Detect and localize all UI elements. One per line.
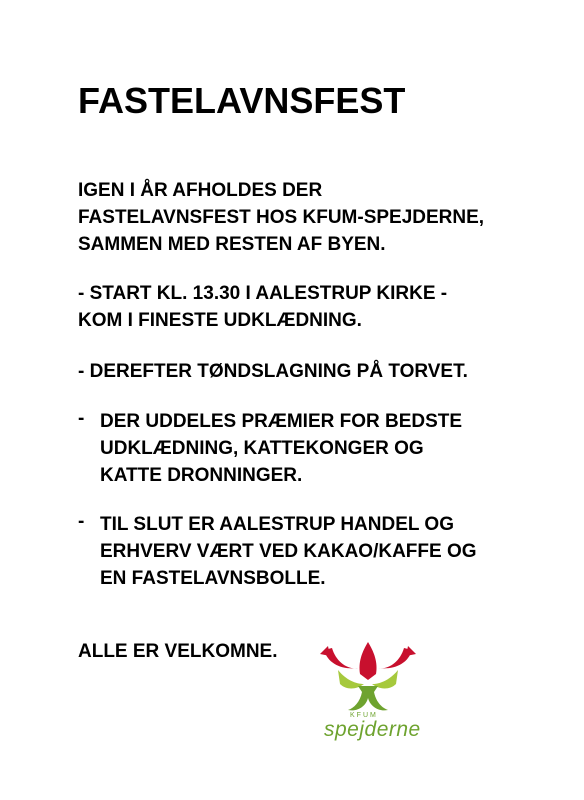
bullet-text (100, 511, 477, 592)
logo-red-right-tip (406, 646, 416, 656)
bullet-line: ERHVERV VÆRT VED KAKAO/KAFFE OG (100, 541, 477, 562)
kfum-spejderne-logo (318, 640, 421, 750)
intro-line: FASTELAVNSFEST HOS KFUM-SPEJDERNE, (78, 207, 485, 228)
intro-line: IGEN I ÅR AFHOLDES DER (78, 180, 323, 201)
bullet-dash: - (78, 511, 85, 532)
logo-band (358, 686, 378, 692)
fleur-de-lis-icon (318, 640, 418, 716)
bullet-line: EN FASTELAVNSBOLLE. (100, 568, 326, 589)
poster-title: FASTELAVNSFEST (78, 80, 406, 121)
logo-spejderne-text: spejderne (324, 718, 421, 741)
after-paragraph: - DEREFTER TØNDSLAGNING PÅ TORVET. (78, 361, 468, 382)
bullet-line: DER UDDELES PRÆMIER FOR BEDSTE (100, 411, 463, 432)
start-paragraph (78, 280, 447, 334)
logo-center-petal (359, 642, 376, 680)
logo-red-left-arc (324, 648, 358, 668)
intro-paragraph (78, 177, 484, 258)
intro-line: SAMMEN MED RESTEN AF BYEN. (78, 234, 386, 255)
bullet-line: KATTE DRONNINGER. (100, 465, 303, 486)
logo-stem (348, 692, 388, 710)
logo-red-right-arc (378, 648, 412, 668)
start-line: - START KL. 13.30 I AALESTRUP KIRKE - (78, 283, 448, 304)
bullet-line: TIL SLUT ER AALESTRUP HANDEL OG (100, 514, 454, 535)
start-line: KOM I FINESTE UDKLÆDNING. (78, 310, 362, 331)
bullet-line: UDKLÆDNING, KATTEKONGER OG (100, 438, 424, 459)
logo-red-left-tip (320, 646, 330, 656)
bullet-text (100, 408, 462, 489)
logo-kfum-text: KFUM (350, 712, 378, 719)
closing-line: ALLE ER VELKOMNE. (78, 641, 278, 662)
bullet-dash: - (78, 408, 85, 429)
